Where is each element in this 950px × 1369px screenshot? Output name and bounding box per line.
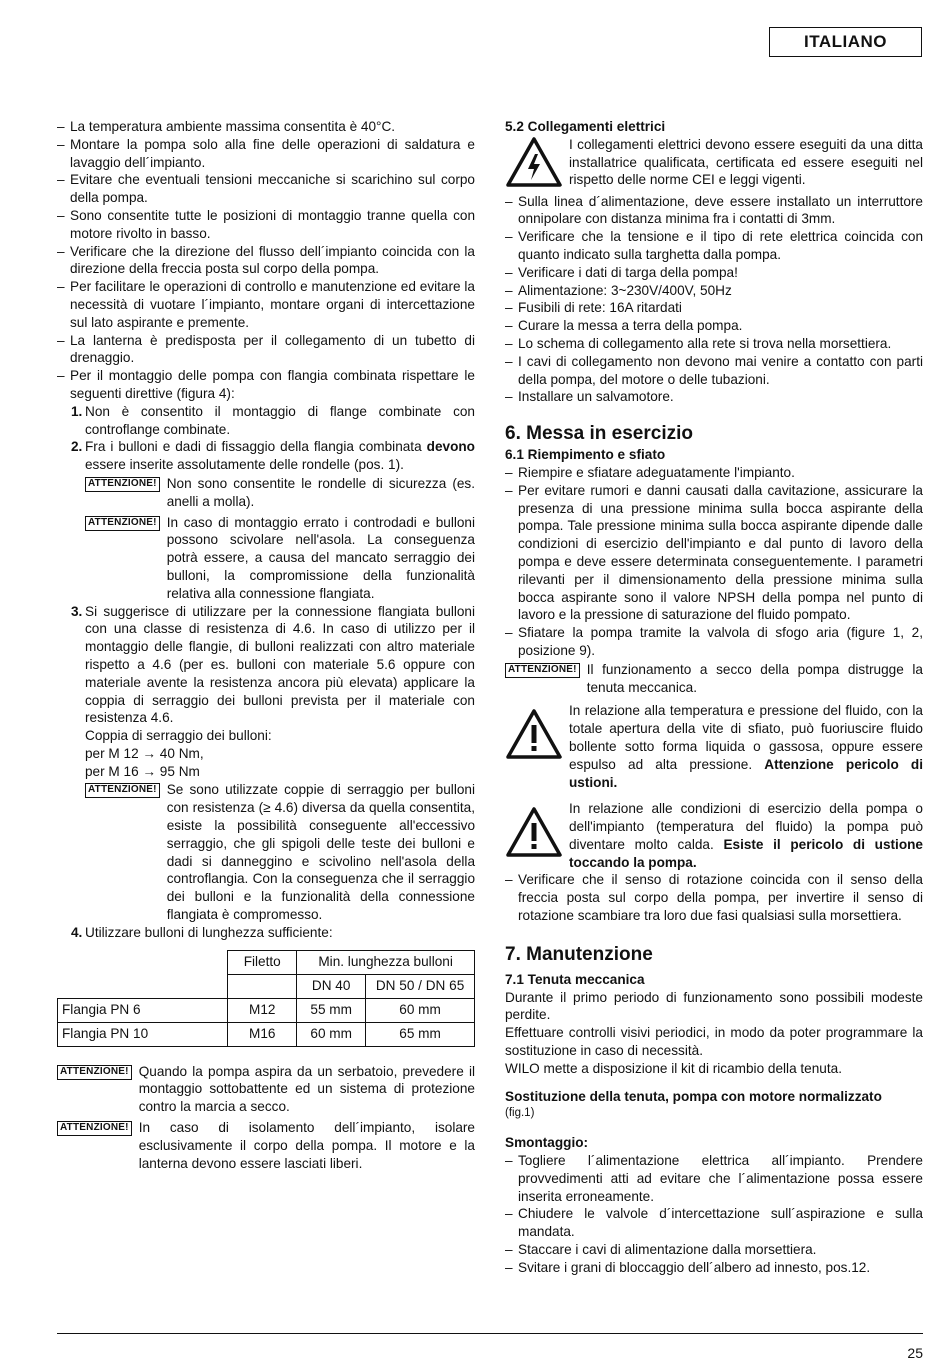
section-heading-7-1: 7.1 Tenuta meccanica	[505, 971, 645, 987]
list-item: – La temperatura ambiente massima consentita è 40°C.	[57, 118, 475, 136]
disassembly-heading: Smontaggio:	[505, 1135, 589, 1151]
table-cell: Flangia PN 6	[58, 998, 228, 1022]
footer-divider	[57, 1333, 923, 1334]
left-column	[57, 118, 475, 1172]
table-cell: 65 mm	[366, 1022, 475, 1046]
attention-note	[85, 514, 475, 603]
attention-text: Quando la pompa aspira da un serbatoio, prevedere il montaggio sottobattente ed un sistema di protezione contro la marcia a secco.	[138, 1063, 475, 1115]
numbered-item-1	[57, 403, 475, 439]
attention-text: In caso di isolamento dell´impianto, isolare esclusivamente il corpo della pompa. Il motore e la lanterna devono essere lasciati liberi.	[138, 1120, 475, 1171]
language-label: ITALIANO	[769, 27, 922, 57]
table-empty-cell	[228, 974, 297, 998]
attention-text: Il funzionamento a secco della pompa distrugge la tenuta meccanica.	[586, 661, 923, 695]
attention-text: Se sono utilizzate coppie di serraggio per bulloni con resistenza (≥ 4.6) diversa da quella consentita, esiste la possibilità conseguente all'eccessivo serraggio, che gli spigoli delle teste dei bulloni e dadi si danneggino e scivolino nell'asola della controflangia. Con la conseguenza che il serraggio dei bulloni e la funzionalità della connessione flangiata è compromesso.	[166, 782, 475, 923]
hot-fluid-warning-block	[505, 702, 923, 791]
table-cell: 60 mm	[297, 1022, 366, 1046]
list-item: – Chiudere le valvole d´intercettazione sull´aspirazione e sulla mandata.	[505, 1205, 923, 1241]
list-item: – Verificare che la tensione e il tipo di rete elettrica coincida con quanto indicato sulla targhetta dalla pompa.	[505, 228, 923, 264]
list-item: – Per facilitare le operazioni di controllo e manutenzione ed evitare la necessità di vuotare l´impianto, montare organi di intercettazione sul lato aspirante e premente.	[57, 278, 475, 331]
item-number: 1.	[71, 403, 83, 419]
table-row	[58, 1022, 475, 1046]
table-row	[58, 998, 475, 1022]
table-cell: Flangia PN 10	[58, 1022, 228, 1046]
list-item: – Installare un salvamotore.	[505, 388, 923, 406]
item-text: essere inserite assolutamente delle rondelle (pos. 1).	[85, 457, 404, 473]
attention-note	[57, 1063, 475, 1116]
list-item: – Riempire e sfiatare adeguatamente l'impianto.	[505, 464, 923, 482]
section-heading-6-1: 6.1 Riempimento e sfiato	[505, 447, 666, 463]
warning-text: I collegamenti elettrici devono essere eseguiti da una ditta installatrice qualificata, certificata ed essere eseguiti nel rispetto delle norme CEI e leggi vigenti.	[569, 136, 923, 188]
table-header: Min. lunghezza bulloni	[297, 950, 475, 974]
list-item: – Per evitare rumori e danni causati dalla cavitazione, assicurare la presenza di una pressione minima sulla bocca aspirante della pompa. Tale pressione minima sulla bocca aspirante dipende dalle condizioni di esercizio dell'impianto e dal punto di lavoro della pompa e deve essere determinata conseguentemente. I parametri rilevanti per il dimensionamento della pressione minima sulla bocca aspirante sono il valore NPSH della pompa nel punto di lavoro e la pressione di saturazione del fluido pompato.	[505, 482, 923, 624]
item-text: Utilizzare bulloni di lunghezza sufficiente:	[85, 924, 333, 940]
paragraph: WILO mette a disposizione il kit di ricambio della tenuta.	[505, 1060, 842, 1076]
list-item: – Verificare che il senso di rotazione coincida con il senso della freccia posta sul corpo della pompa, per invertire il senso di rotazione scambiare tra loro due fasi qualsiasi sulla morsettiera.	[505, 871, 923, 924]
list-item: – Curare la messa a terra della pompa.	[505, 317, 923, 335]
attention-text: In caso di montaggio errato i controdadi e bulloni possono scivolare nell'asola. La conseguenza potrà essere, a causa del mancato serraggio dei bulloni, la compromissione della funzionalità relativa alla connessione flangiata.	[166, 514, 475, 601]
warning-text	[569, 800, 923, 871]
list-item: – Alimentazione: 3~230V/400V, 50Hz	[505, 282, 923, 300]
attention-badge: ATTENZIONE!	[85, 516, 160, 531]
item-number: 4.	[71, 924, 83, 940]
paragraph: Effettuare controlli visivi periodici, in modo da poter programmare la sostituzione in caso di necessità.	[505, 1025, 923, 1059]
list-item: – I cavi di collegamento non devono mai venire a contatto con parti della pompa, del motore o delle tubazioni.	[505, 353, 923, 389]
table-cell: M12	[228, 998, 297, 1022]
item-number: 3.	[71, 603, 83, 619]
list-item: – Sfiatare la pompa tramite la valvola di sfogo aria (figure 1, 2, posizione 9).	[505, 624, 923, 660]
numbered-item-4	[57, 924, 475, 942]
attention-badge: ATTENZIONE!	[85, 783, 160, 798]
table-empty-cell	[58, 974, 228, 998]
attention-note	[57, 1119, 475, 1172]
exclamation-warning-icon	[505, 800, 569, 871]
attention-note	[85, 475, 475, 511]
table-cell: M16	[228, 1022, 297, 1046]
table-cell: 60 mm	[366, 998, 475, 1022]
paragraph: Durante il primo periodo di funzionamento sono possibili modeste perdite.	[505, 989, 923, 1023]
table-header: DN 40	[297, 974, 366, 998]
section-heading-7: 7. Manutenzione	[505, 943, 653, 965]
high-voltage-warning-icon	[505, 136, 569, 193]
warning-text-emphasis: Esiste il pericolo di ustione toccando la pompa.	[569, 836, 923, 870]
table-cell: 55 mm	[297, 998, 366, 1022]
attention-badge: ATTENZIONE!	[57, 1065, 132, 1080]
torque-title: Coppia di serraggio dei bulloni:	[85, 728, 272, 744]
list-item: – Verificare che la direzione del flusso dell´impianto coincida con la direzione della freccia posta sul corpo della pompa.	[57, 243, 475, 279]
torque-value: per M 12 → 40 Nm,	[85, 745, 204, 761]
table-empty-cell	[58, 950, 228, 974]
page-number: 25	[907, 1345, 923, 1361]
bolt-length-table	[57, 950, 475, 1047]
item-text: Fra i bulloni e dadi di fissaggio della flangia combinata	[85, 439, 427, 455]
attention-text: Non sono consentite le rondelle di sicurezza (es. anelli a molla).	[166, 475, 475, 509]
table-header: Filetto	[228, 950, 297, 974]
list-item: – Evitare che eventuali tensioni meccaniche si scarichino sul corpo della pompa.	[57, 171, 475, 207]
item-text: Non è consentito il montaggio di flange combinate con controflange combinate.	[85, 403, 475, 437]
list-item: – Per il montaggio delle pompa con flangia combinata rispettare le seguenti direttive (figura 4):	[57, 367, 475, 403]
warning-text-normal: In relazione alla temperatura e pressione del fluido, con la totale apertura della vite di sfiato, può fuoriuscire fluido bollente sotto forma liquida o gassosa, oppure essere espulso ad alta pressione.	[569, 703, 923, 772]
numbered-item-2	[57, 438, 475, 474]
attention-badge: ATTENZIONE!	[57, 1121, 132, 1136]
subsection-heading: Sostituzione della tenuta, pompa con motore normalizzato	[505, 1088, 882, 1104]
list-item: – Sono consentite tutte le posizioni di montaggio tranne quella con motore rivolto in basso.	[57, 207, 475, 243]
attention-note	[85, 781, 475, 923]
warning-text-emphasis: Attenzione pericolo di ustioni.	[569, 756, 923, 790]
list-item: – Svitare i grani di bloccaggio dell´albero ad innesto, pos.12.	[505, 1259, 923, 1277]
attention-badge: ATTENZIONE!	[85, 477, 160, 492]
item-number: 2.	[71, 439, 83, 455]
torque-value: per M 16 → 95 Nm	[85, 763, 200, 779]
table-header: DN 50 / DN 65	[366, 974, 475, 998]
section-heading-6: 6. Messa in esercizio	[505, 423, 693, 445]
warning-text	[569, 702, 923, 791]
list-item: – Sulla linea d´alimentazione, deve essere installato un interruttore onnipolare con distanza minima fra i contatti di 3mm.	[505, 193, 923, 229]
right-column	[505, 118, 923, 1277]
list-item: – Verificare i dati di targa della pompa!	[505, 264, 923, 282]
electric-warning-block	[505, 136, 923, 193]
section-heading-5-2: 5.2 Collegamenti elettrici	[505, 119, 666, 134]
numbered-item-3	[57, 603, 475, 728]
attention-note	[505, 661, 923, 697]
list-item: – Togliere l´alimentazione elettrica all´impianto. Prendere provvedimenti atti ad evitare che l´alimentazione possa essere inserita erroneamente.	[505, 1152, 923, 1205]
list-item: – Staccare i cavi di alimentazione dalla morsettiera.	[505, 1241, 923, 1259]
figure-reference: (fig.1)	[505, 1107, 535, 1120]
item-text-emphasis: devono	[426, 439, 475, 455]
warning-text-normal: In relazione alle condizioni di esercizio della pompa o dell'impianto (temperatura del fluido) la pompa può diventare molto calda.	[569, 801, 923, 852]
attention-badge: ATTENZIONE!	[505, 663, 580, 678]
hot-pump-warning-block	[505, 800, 923, 871]
list-item: – La lanterna è predisposta per il collegamento di un tubetto di drenaggio.	[57, 332, 475, 368]
list-item: – Montare la pompa solo alla fine delle operazioni di saldatura e lavaggio dell´impianto.	[57, 136, 475, 172]
item-text: Si suggerisce di utilizzare per la connessione flangiata bulloni con una classe di resistenza di 4.6. In caso di utilizzo per il montaggio delle flangie, di bulloni realizzati con altro materiale rispetto a 4.6 (per es. bulloni con materiale 5.6 oppure con materiale avente la resistenza ancora più elevata) applicare la coppia di serraggio dei bulloni prevista per il materiale con resistenza 4.6.	[85, 603, 475, 726]
exclamation-warning-icon	[505, 702, 569, 791]
list-item: – Lo schema di collegamento alla rete si trova nella morsettiera.	[505, 335, 923, 353]
list-item: – Fusibili di rete: 16A ritardati	[505, 299, 923, 317]
